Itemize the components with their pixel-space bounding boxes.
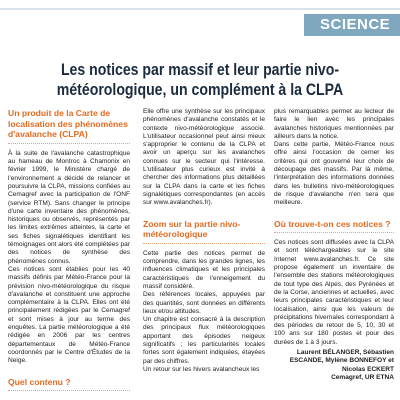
paragraph: plus remarquables permet au lecteur de faire le lien avec les principales avalanches historiques mentionnées par ailleurs dans la notice. xyxy=(274,108,394,140)
section-heading-zoom: Zoom sur la partie nivo-météorologique xyxy=(143,219,265,244)
section-tag: SCIENCE xyxy=(304,14,400,36)
signature-line: Laurent BÉLANGER, Sébastien xyxy=(296,349,394,357)
signature-line: Cemagref, UR ETNA xyxy=(331,373,394,381)
section-heading-ou: Où trouve-t-on ces notices ? xyxy=(274,219,394,234)
paragraph: Un retour sur les hivers avalancheux les xyxy=(143,365,260,373)
paragraph: Ces notices sont établies pour les 40 massifs définis par Météo-France pour la prévision nivo-météorologique du risque d'avalanche et constituent une approche complémentaire à la CLPA. Elles ont été principalement rédigées par le Cemagref et sont mises à jour au terme des enquêtes. La partie météorologique a été rédigée en 2006 par les centres départementaux de Météo-France coordonnés par le Centre d'Études de la Neige. xyxy=(8,265,130,365)
paragraph: Dans cette partie, Météo-France nous offre ainsi l'occasion de cerner les critères qui ont gouverné leur choix de découpage des massifs. Par là même, l'interprétation des informations données dans les bulletins nivo-météorologiques de risque d'avalanche n'en sera que meilleure. xyxy=(274,141,394,207)
paragraph: Elle offre une synthèse sur les principaux phénomènes d'avalanche constatés et le contexte nivo-météorologique associé. L'utilisateur occasionnel peut ainsi mieux s'approprier le contenu de la CLPA et avoir un aperçu sur les avalanches connues sur le secteur qui l'intéresse. L'utilisateur plus curieux est invité à chercher des informations plus détaillées sur la CLPA dans la carte et les fiches signalétiques correspondantes (en accès sur www.avalanches.fr). xyxy=(143,108,265,207)
header-rule xyxy=(0,8,400,10)
column-3 xyxy=(274,108,394,382)
page-title xyxy=(35,60,365,100)
signature-line: Nicolas ECKERT xyxy=(341,365,394,373)
author-signature xyxy=(274,349,394,382)
column-1 xyxy=(8,108,130,397)
paragraph: Cette partie des notices permet de comprendre, dans les grandes lignes, les influences climatiques et les principales caractéristiques de l'enneigement du massif considéré. xyxy=(143,249,265,290)
paragraph: À la suite de l'avalanche catastrophique au hameau de Montroc à Chamonix en février 1999, le Ministère chargé de l'environnement a décidé de relancer et poursuivre la CLPA, missions confiées au Cemagref avec la participation de l'ONF (service RTM). Sans changer le principe d'une carte inventaire des phénomènes, historiques ou observés, représentés par les limites extrêmes atteintes, la carte et ses fiches signalétiques identifiant les témoignages ont alors été complétées par des notices de synthèse des phénomènes connus. xyxy=(8,149,130,265)
paragraph: Un chapitre est consacré à la description des principaux flux météorologiques apportant des épisodes neigeux significatifs ; les particularités locales fortes sont également indiquées, étayées par des chiffres. xyxy=(143,316,265,365)
section-heading-contenu: Quel contenu ? xyxy=(8,377,130,392)
section-heading-clpa: Un produit de la Carte de localisation des phénomènes d'avalanche (CLPA) xyxy=(8,108,130,144)
paragraph: Des références locales, appuyées par des quantités, sont données en différents lieux et/ou altitudes. xyxy=(143,291,265,315)
title-line-2: météorologique, un complément à la CLPA xyxy=(56,81,344,99)
column-2 xyxy=(143,108,265,374)
signature-line: ESCANDE, Mylène BONNEFOY et xyxy=(289,357,394,365)
paragraph: Ces notices sont diffusées avec la CLPA et sont téléchargeables sur le site Internet www.avalanches.fr. Ce site propose également un inventaire de l'ensemble des stations météorologiques de tout type des Alpes, des Pyrénées et de la Corse, anciennes et actuelles, avec leurs principales caractéristiques et leur localisation, ainsi que les valeurs de précipitations hivernales correspondant à des périodes de retour de 5, 10, 30 et 100 ans sur 180 postes et pour des durées de 1 à 3 jours. xyxy=(274,239,394,346)
title-line-1: Les notices par massif et leur partie nivo- xyxy=(60,61,340,79)
